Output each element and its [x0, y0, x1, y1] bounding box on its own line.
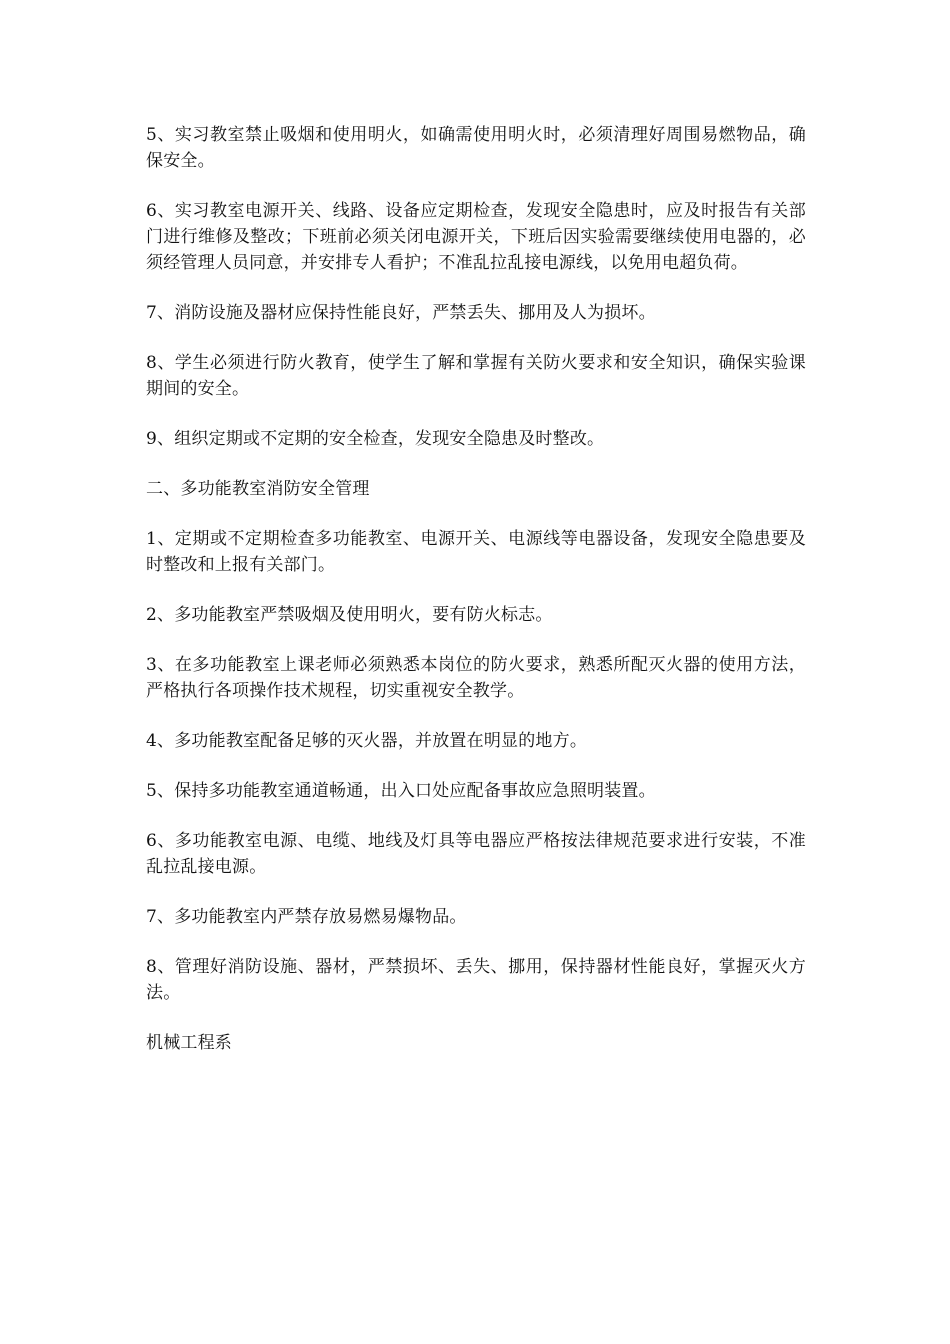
mf-rule-item-2: 2、多功能教室严禁吸烟及使用明火，要有防火标志。 [146, 605, 553, 625]
department-signature: 机械工程系 [146, 1033, 232, 1053]
rule-item-6-power-inspection: 6、实习教室电源开关、线路、设备应定期检查，发现安全隐患时，应及时报告有关部门进行维修及整改；下班前必须关闭电源开关，下班后因实验需要继续使用电器的，必须经管理人员同意，并安排专人看护；不准乱拉乱接电源线，以免用电超负荷。 [146, 201, 806, 273]
mf-rule-item-3: 3、在多功能教室上课老师必须熟悉本岗位的防火要求，熟悉所配灭火器的使用方法，严格执行各项操作技术规程，切实重视安全教学。 [146, 655, 806, 701]
rule-item-5-no-smoking: 5、实习教室禁止吸烟和使用明火，如确需使用明火时，必须清理好周围易燃物品，确保安全。 [146, 125, 806, 171]
rule-item-8-fire-education: 8、学生必须进行防火教育，使学生了解和掌握有关防火要求和安全知识，确保实验课期间的安全。 [146, 353, 806, 399]
section-heading-multifunction-classroom: 二、多功能教室消防安全管理 [146, 479, 370, 499]
mf-rule-item-5: 5、保持多功能教室通道畅通，出入口处应配备事故应急照明装置。 [146, 781, 656, 801]
mf-rule-item-8: 8、管理好消防设施、器材，严禁损坏、丢失、挪用，保持器材性能良好，掌握灭火方法。 [146, 957, 806, 1003]
rule-item-9-safety-inspection: 9、组织定期或不定期的安全检查，发现安全隐患及时整改。 [146, 429, 605, 449]
mf-rule-item-7: 7、多功能教室内严禁存放易燃易爆物品。 [146, 907, 467, 927]
mf-rule-item-4: 4、多功能教室配备足够的灭火器，并放置在明显的地方。 [146, 731, 588, 751]
mf-rule-item-1: 1、定期或不定期检查多功能教室、电源开关、电源线等电器设备，发现安全隐患要及时整改和上报有关部门。 [146, 529, 806, 575]
document-page [146, 122, 806, 1080]
mf-rule-item-6: 6、多功能教室电源、电缆、地线及灯具等电器应严格按法律规范要求进行安装，不准乱拉乱接电源。 [146, 831, 806, 877]
rule-item-7-fire-equipment: 7、消防设施及器材应保持性能良好，严禁丢失、挪用及人为损坏。 [146, 303, 656, 323]
